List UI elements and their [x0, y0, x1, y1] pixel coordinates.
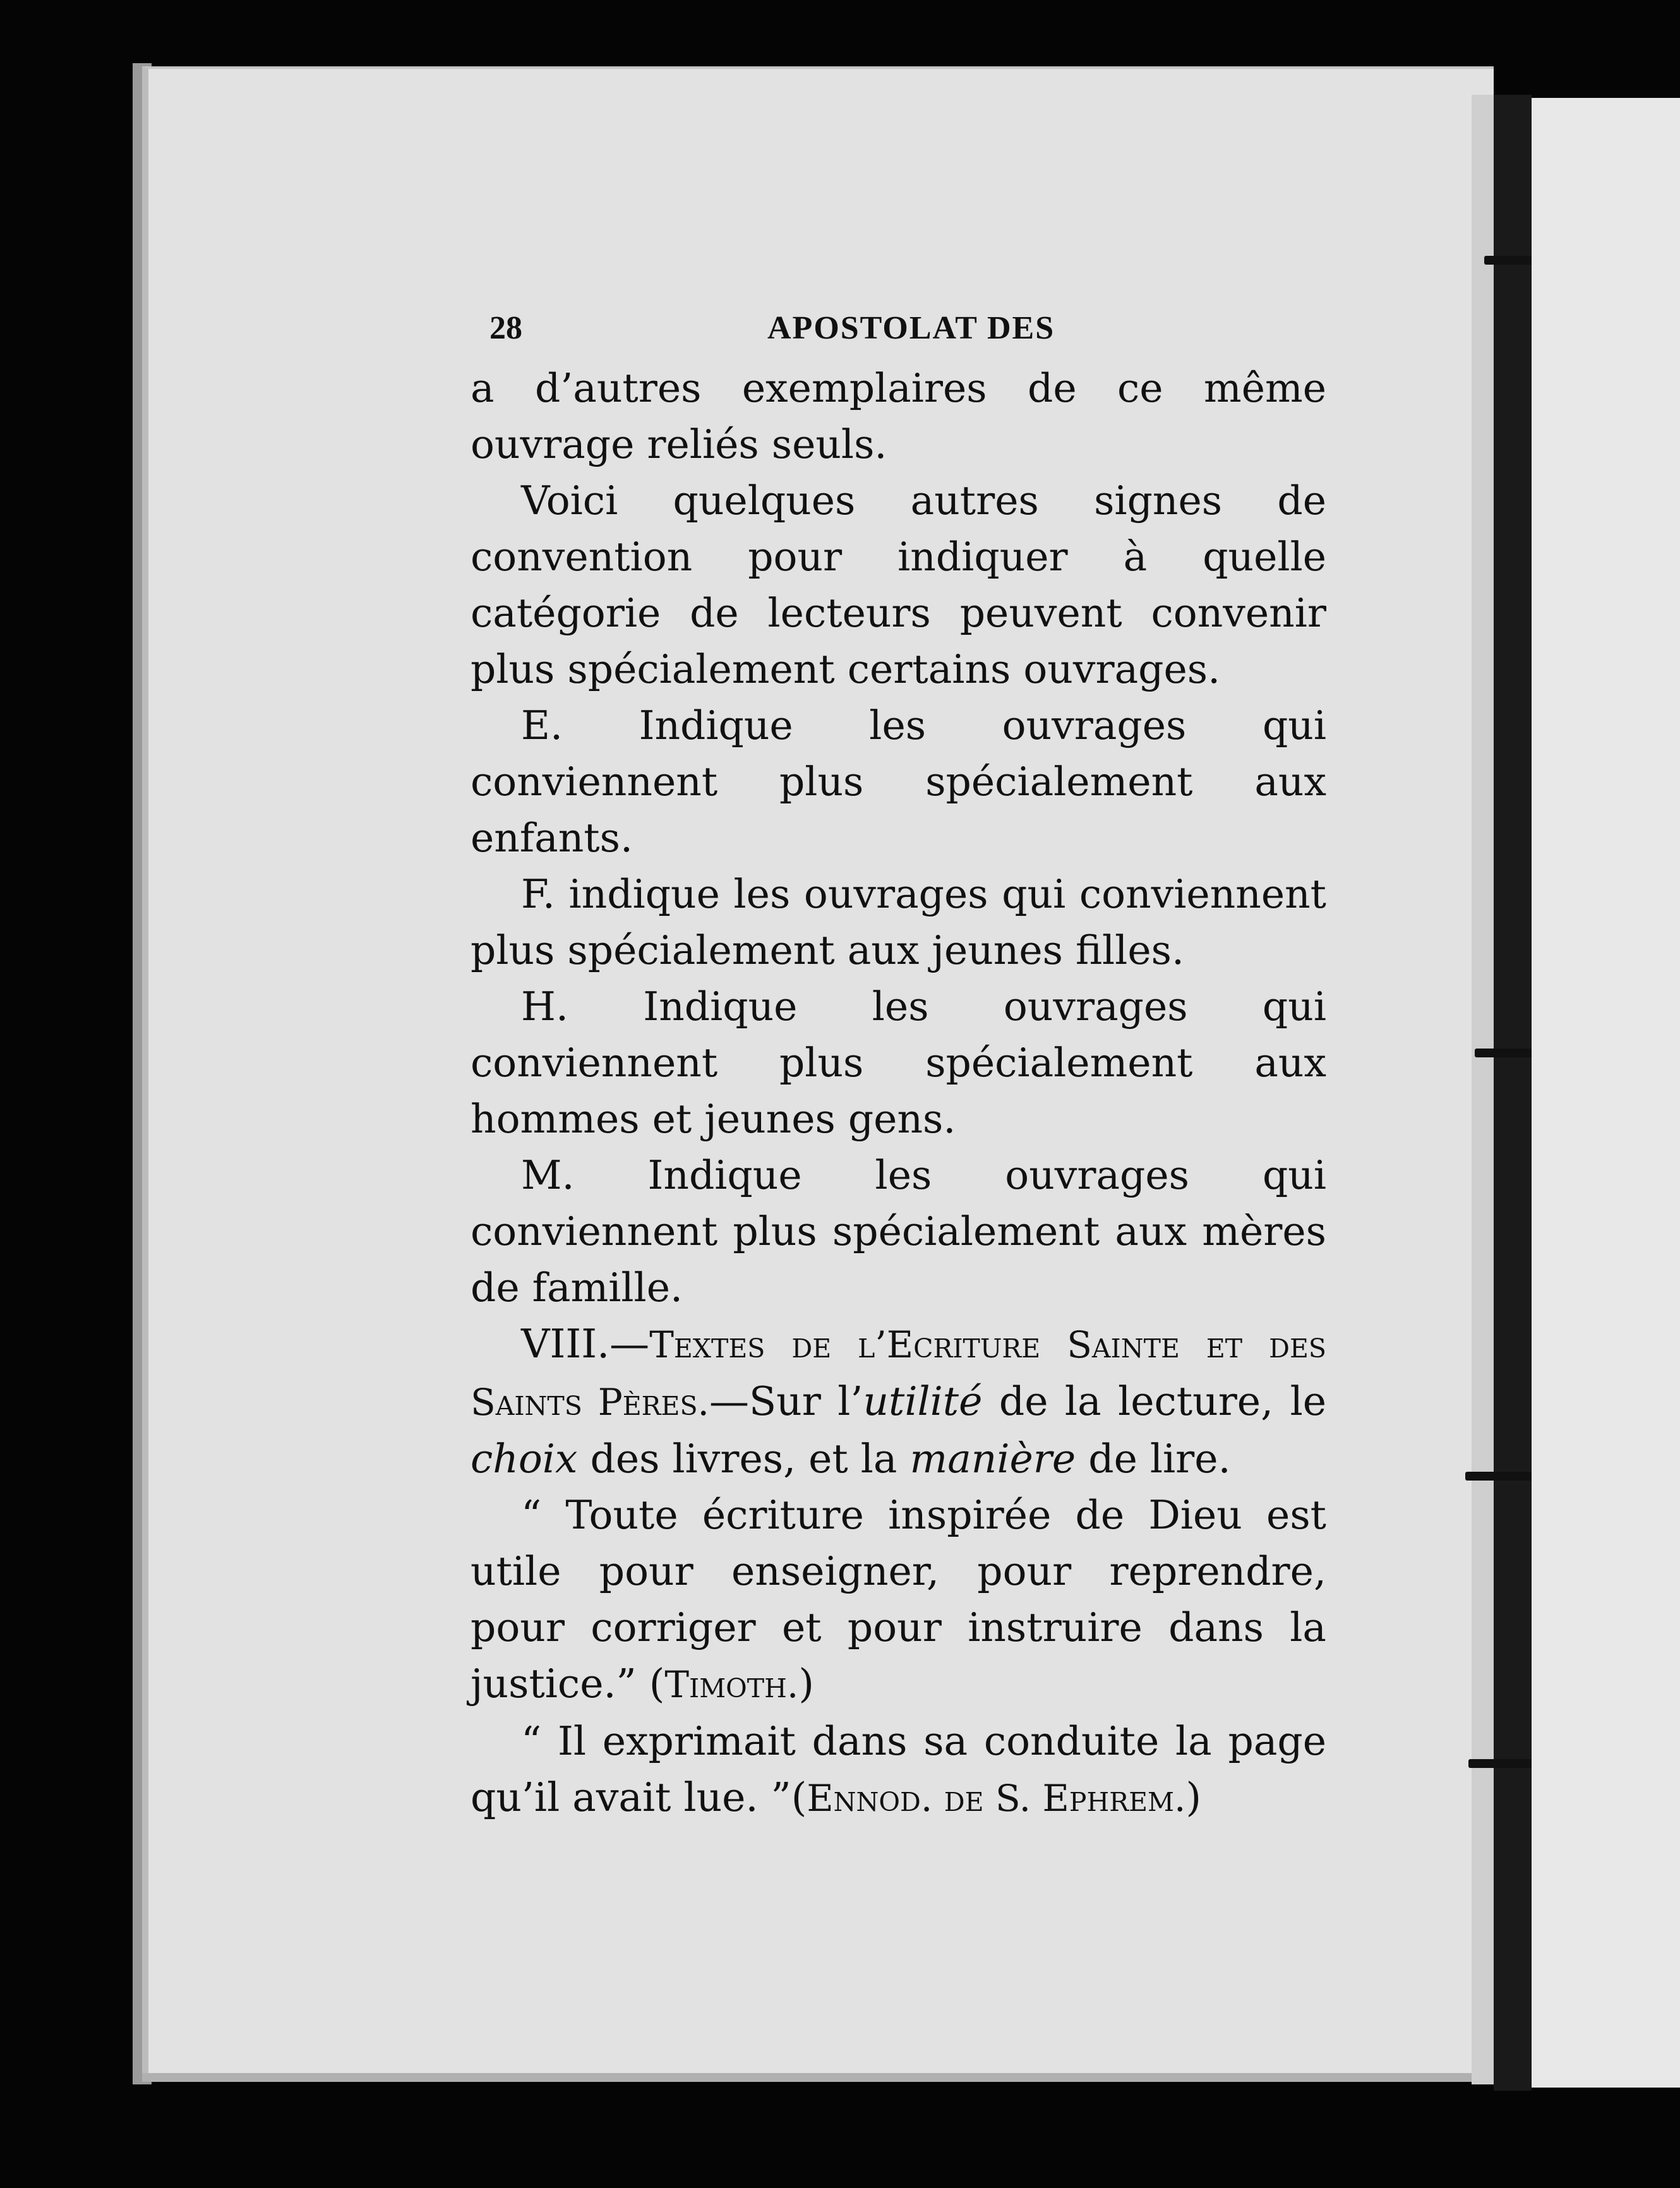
- paragraph: F. indique les ouvrages qui conviennent plus spécialement aux jeunes filles.: [471, 871, 1326, 973]
- italic-term: utilité: [863, 1378, 983, 1424]
- running-title: APOSTOLAT DES: [767, 310, 1055, 346]
- quote-close: ): [798, 1661, 814, 1707]
- facing-page: [1532, 98, 1680, 2088]
- section-numeral: VIII.—: [521, 1321, 650, 1367]
- quotation: [471, 1487, 1326, 1713]
- italic-term: choix: [471, 1436, 578, 1482]
- page-text-block: [471, 297, 1326, 1827]
- quote-close: ): [1185, 1774, 1202, 1820]
- italic-term: manière: [909, 1436, 1076, 1482]
- paragraph: H. Indique les ouvrages qui conviennent plus spécialement aux hommes et jeunes gens.: [471, 983, 1326, 1142]
- text-run: de la lecture, le: [982, 1378, 1326, 1424]
- section-heading: Textes de l’Ecriture Sainte et des Saints Pères.: [471, 1323, 1326, 1424]
- paragraph: Voici quelques autres signes de convention pour indiquer à quelle catégorie de lecteurs peuvent convenir plus spécialement certains ouvrages.: [471, 478, 1326, 692]
- binding-stitch: [1468, 1759, 1538, 1768]
- quote-source: Ennod. de S. Ephrem.: [807, 1777, 1186, 1820]
- binding-edge: [1472, 95, 1497, 2084]
- page-header: [471, 297, 1326, 360]
- text-run: de lire.: [1076, 1436, 1231, 1482]
- quotation: [471, 1713, 1326, 1827]
- paragraph: E. Indique les ouvrages qui conviennent plus spécialement aux enfants.: [471, 702, 1326, 861]
- paragraph: M. Indique les ouvrages qui conviennent plus spécialement aux mères de famille.: [471, 1152, 1326, 1311]
- page-number: 28: [489, 310, 522, 346]
- page-bottom-edge: [142, 2073, 1494, 2082]
- quote-text: “ Il exprimait dans sa conduite la page qu’il avait lue. ”(: [471, 1718, 1326, 1820]
- section-paragraph: [471, 1316, 1326, 1487]
- text-run: —Sur l’: [709, 1378, 863, 1424]
- quote-source: Timoth.: [664, 1663, 799, 1706]
- paragraph: a d’autres exemplaires de ce même ouvrage reliés seuls.: [471, 365, 1326, 467]
- quote-text: “ Toute écriture inspirée de Dieu est utile pour enseigner, pour reprendre, pour corriger et pour instruire dans la justice.” (: [471, 1492, 1326, 1707]
- text-run: des livres, et la: [577, 1436, 910, 1482]
- binding-gutter: [1494, 95, 1532, 2091]
